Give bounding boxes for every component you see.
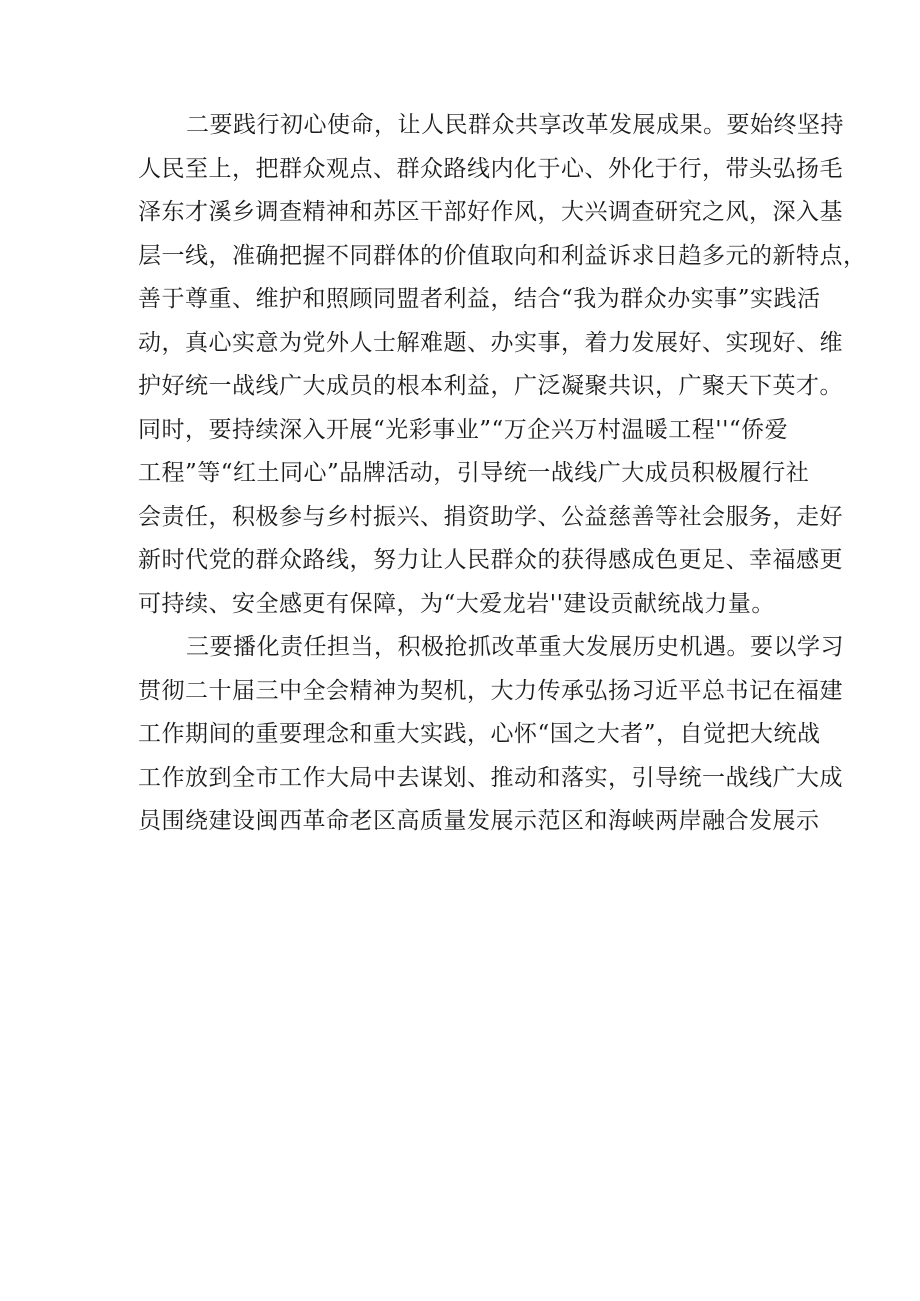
paragraph-line: 护好统一战线广大成员的根本利益，广泛凝聚共识，广聚天下英才。 — [138, 373, 843, 399]
paragraph-line: 可持续、安全感更有保障，为“大爱龙岩''建设贡献统战力量。 — [138, 590, 775, 617]
paragraph-line: 会责任，积极参与乡村振兴、捐资助学、公益慈善等社会服务，走好 — [138, 503, 843, 530]
paragraph-line: 泽东才溪乡调查精神和苏区干部好作风，大兴调查研究之风，深入基 — [138, 199, 843, 225]
paragraph-line: 同时，要持续深入开展“光彩事业”“万企兴万村温暖工程''“侨爱 — [138, 416, 789, 443]
paragraph-3 — [138, 626, 844, 844]
paragraph-line: 工作期间的重要理念和重大实践，心怀“国之大者”，自觉把大统战 — [138, 721, 821, 747]
paragraph-line: 工作放到全市工作大局中去谋划、推动和落实，引导统一战线广大成 — [138, 764, 843, 791]
paragraph-line: 员围绕建设闽西革命老区高质量发展示范区和海峡两岸融合发展示 — [138, 808, 820, 834]
paragraph-line: 人民至上，把群众观点、群众路线内化于心、外化于行，带头弘扬毛 — [138, 155, 843, 182]
paragraph-line: 三要播化责任担当，积极抢抓改革重大发展历史机遇。要以学习 — [186, 634, 844, 660]
paragraph-2 — [138, 104, 867, 626]
paragraph-line: 二要践行初心使命，让人民群众共享改革发展成果。要始终坚持 — [186, 112, 844, 138]
paragraph-line: 贯彻二十届三中全会精神为契机，大力传承弘扬习近平总书记在福建 — [138, 677, 843, 704]
paragraph-line: 动，真心实意为党外人士解难题、办实事，着力发展好、实现好、维 — [138, 329, 843, 356]
paragraph-line: 层一线，准确把握不同群体的价值取向和利益诉求日趋多元的新特点， — [138, 242, 867, 269]
paragraph-line: 工程”等“红土同心”品牌活动，引导统一战线广大成员积极履行社 — [138, 460, 810, 486]
paragraph-line: 善于尊重、维护和照顾同盟者利益，结合“我为群众办实事”实践活 — [138, 286, 821, 312]
body-text — [138, 104, 867, 844]
paragraph-line: 新时代党的群众路线，努力让人民群众的获得感成色更足、幸福感更 — [138, 547, 843, 573]
